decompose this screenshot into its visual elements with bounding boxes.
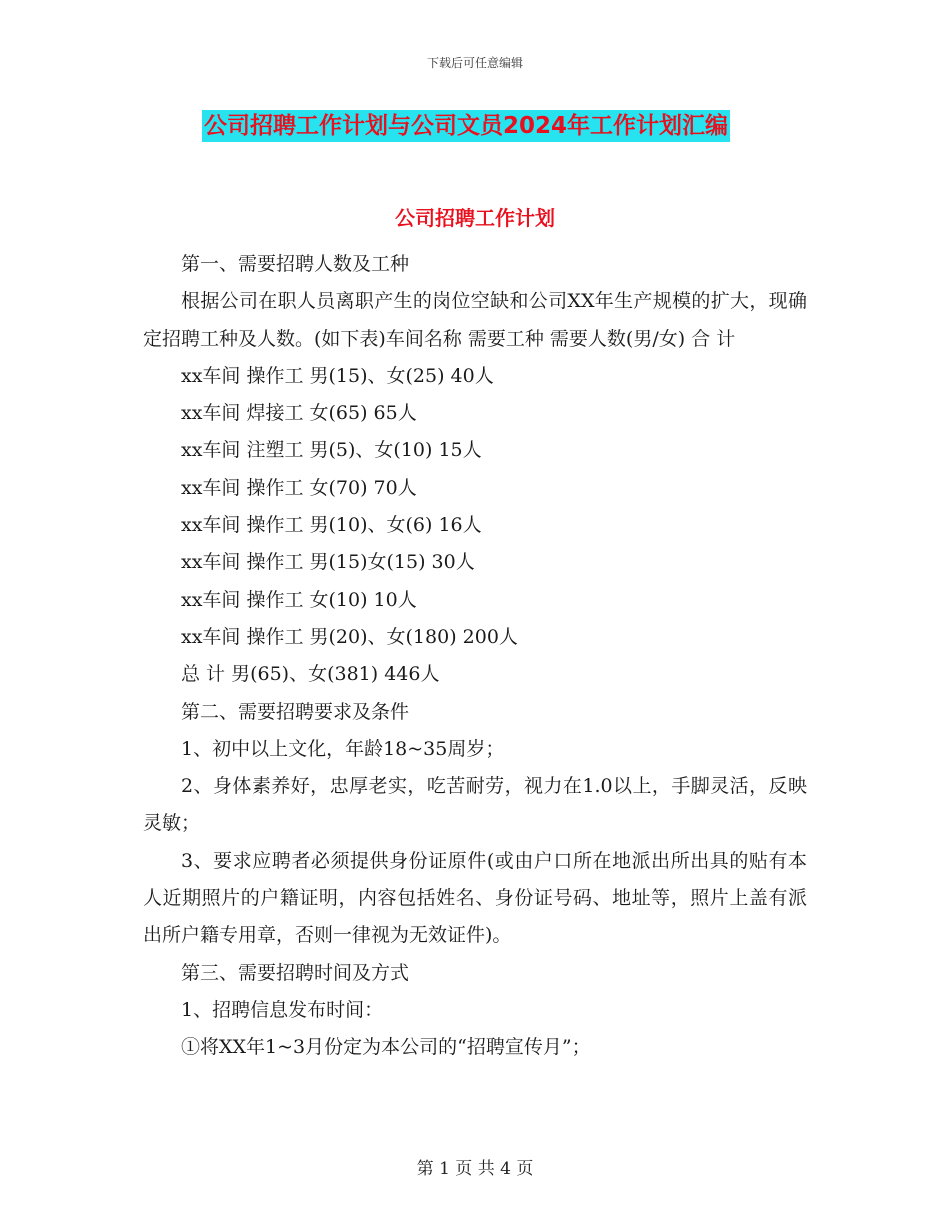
list-item: 2、身体素养好，忠厚老实，吃苦耐劳，视力在1.0以上，手脚灵活，反映灵敏； xyxy=(143,775,807,835)
page-number-footer: 第 1 页 共 4 页 xyxy=(416,1159,534,1179)
heading-paragraph: 第一、需要招聘人数及工种 xyxy=(181,253,410,275)
list-item: ①将XX年1~3月份定为本公司的“招聘宣传月”； xyxy=(181,1036,591,1059)
table-row-line: xx车间 操作工 女(10) 10人 xyxy=(181,588,417,611)
list-item: 3、要求应聘者必须提供身份证原件(或由户口所在地派出所出具的贴有本人近期照片的户籍证明，内容包括姓名、身份证号码、地址等，照片上盖有派出所户籍专用章，否则一律视为无效证件)。 xyxy=(143,849,807,947)
table-row-line: xx车间 操作工 男(10)、女(6) 16人 xyxy=(181,514,482,537)
document-main-title: 公司招聘工作计划与公司文员2024年工作计划汇编 xyxy=(202,110,730,142)
table-row-line: xx车间 操作工 男(20)、女(180) 200人 xyxy=(181,625,518,648)
heading-paragraph: 第三、需要招聘时间及方式 xyxy=(181,961,410,984)
table-row-line: xx车间 操作工 男(15)、女(25) 40人 xyxy=(181,364,494,387)
list-item: 1、招聘信息发布时间： xyxy=(181,998,384,1021)
list-item: 1、初中以上文化，年龄18~35周岁； xyxy=(181,737,505,760)
body-paragraph: 根据公司在职人员离职产生的岗位空缺和公司XX年生产规模的扩大，现确定招聘工种及人数。(如下表)车间名称 需要工种 需要人数(男/女) 合 计 xyxy=(143,290,807,350)
section-title: 公司招聘工作计划 xyxy=(395,206,555,230)
table-row-line: xx车间 操作工 女(70) 70人 xyxy=(181,476,417,499)
document-body xyxy=(143,246,807,1067)
table-row-line: xx车间 注塑工 男(5)、女(10) 15人 xyxy=(181,439,482,462)
header-note: 下载后可任意编辑 xyxy=(426,56,523,70)
heading-paragraph: 第二、需要招聘要求及条件 xyxy=(181,700,410,723)
table-row-line: xx车间 焊接工 女(65) 65人 xyxy=(181,402,417,425)
table-row-line: xx车间 操作工 男(15)女(15) 30人 xyxy=(181,551,475,574)
total-line: 总 计 男(65)、女(381) 446人 xyxy=(181,663,440,686)
